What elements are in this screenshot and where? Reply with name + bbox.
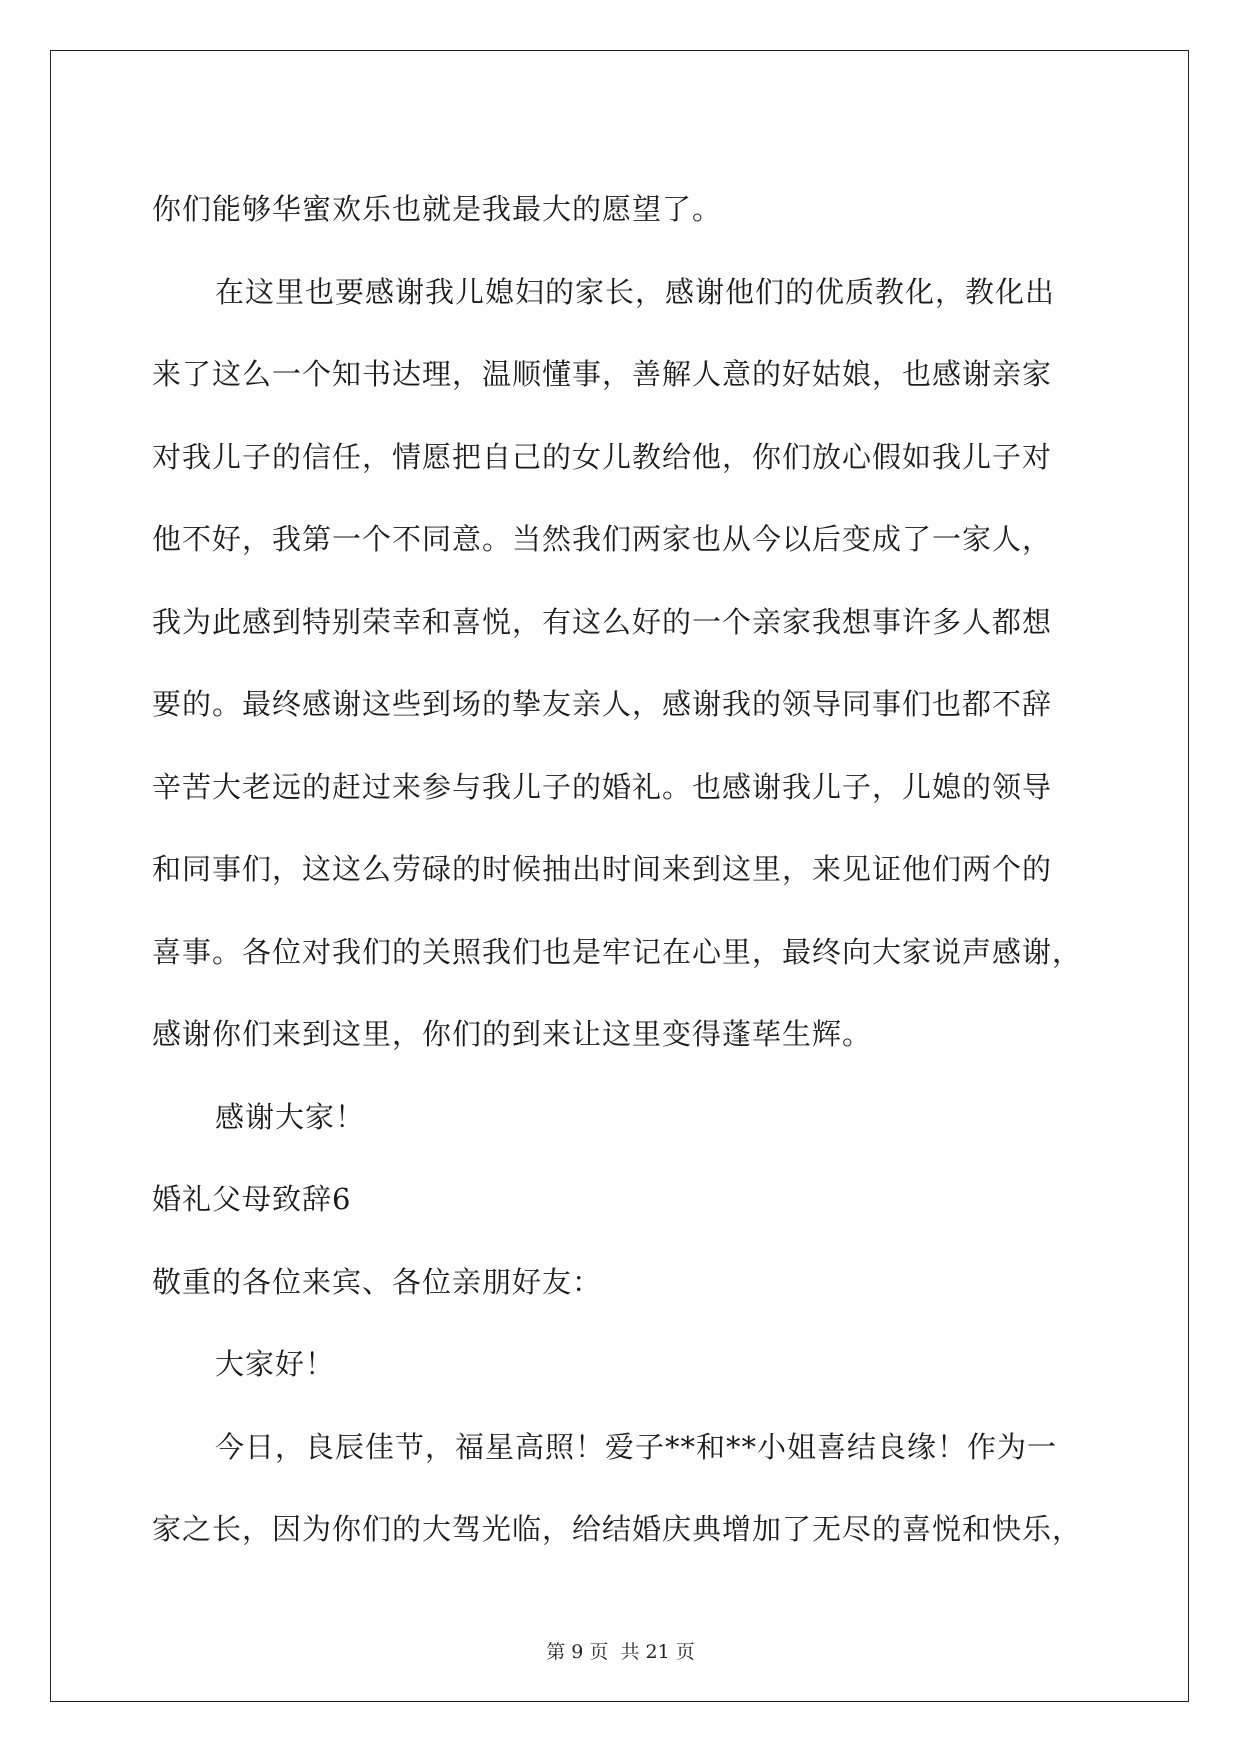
closing-thanks: 感谢大家！ <box>215 1099 366 1134</box>
greeting: 大家好！ <box>215 1347 336 1381</box>
body-line: 我为此感到特别荣幸和喜悦，有这么好的一个亲家我想事许多人都想 <box>152 604 1053 639</box>
body-line: 他不好，我第一个不同意。当然我们两家也从今以后变成了一家人， <box>152 522 1053 556</box>
paragraph-start-line: 今日，良辰佳节，福星高照！爱子**和**小姐喜结良缘！作为一 <box>215 1429 1058 1464</box>
body-line: 家之长，因为你们的大驾光临，给结婚庆典增加了无尽的喜悦和快乐， <box>152 1512 1083 1546</box>
body-line: 要的。最终感谢这些到场的挚友亲人，感谢我的领导同事们也都不辞 <box>152 687 1053 721</box>
body-line: 你们能够华蜜欢乐也就是我最大的愿望了。 <box>152 192 723 226</box>
page-number: 第 9 页 <box>546 1641 609 1663</box>
body-line: 和同事们，这这么劳碌的时候抽出时间来到这里，来见证他们两个的 <box>152 852 1053 886</box>
body-line: 对我儿子的信任，情愿把自己的女儿教给他，你们放心假如我儿子对 <box>152 439 1053 474</box>
salutation: 敬重的各位来宾、各位亲朋好友： <box>152 1264 603 1299</box>
body-line: 辛苦大老远的赶过来参与我儿子的婚礼。也感谢我儿子，儿媳的领导 <box>152 769 1053 804</box>
page-footer <box>0 1637 1241 1664</box>
body-line: 来了这么一个知书达理，温顺懂事，善解人意的好姑娘，也感谢亲家 <box>152 357 1053 391</box>
page-total: 共 21 页 <box>620 1641 695 1663</box>
paragraph-start-line: 在这里也要感谢我儿媳妇的家长，感谢他们的优质教化，教化出 <box>215 274 1056 309</box>
section-heading: 婚礼父母致辞6 <box>152 1182 352 1216</box>
body-line: 喜事。各位对我们的关照我们也是牢记在心里，最终向大家说声感谢， <box>152 934 1083 969</box>
body-line: 感谢你们来到这里，你们的到来让这里变得蓬荜生辉。 <box>152 1017 873 1051</box>
